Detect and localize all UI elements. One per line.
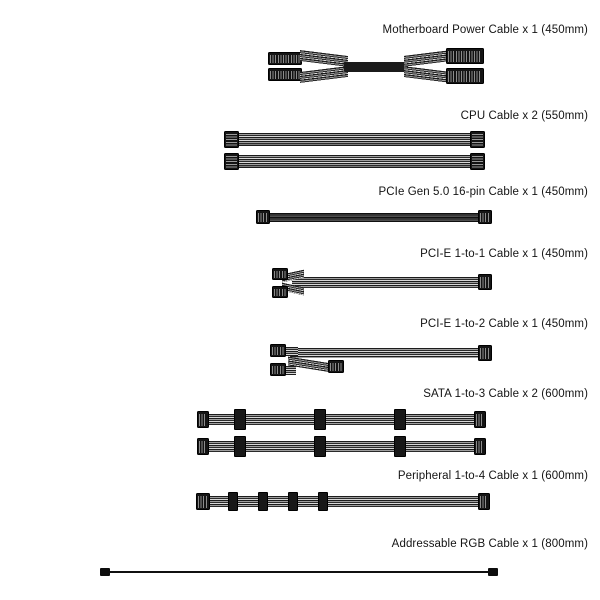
- connector-sata-2-drive-b: [314, 436, 326, 457]
- cable-label-pcie-gen5: PCIe Gen 5.0 16-pin Cable x 1 (450mm): [378, 186, 588, 198]
- connector-argb-left: [100, 568, 110, 576]
- connector-sata-2-drive-c: [394, 436, 406, 457]
- cable-label-sata: SATA 1-to-3 Cable x 2 (600mm): [423, 388, 588, 400]
- connector-peripheral-molex-c: [288, 492, 298, 511]
- cable-illustration-argb: [0, 560, 600, 586]
- wire-argb: [104, 571, 496, 573]
- cable-label-motherboard-power: Motherboard Power Cable x 1 (450mm): [382, 24, 588, 36]
- cable-illustration-pcie-gen5: [0, 208, 600, 234]
- connector-24pin-right-bottom: [446, 68, 484, 84]
- connector-peripheral-psu: [196, 493, 210, 510]
- cable-illustration-pcie-1-to-2: [0, 338, 600, 384]
- cable-group-argb: [0, 538, 600, 586]
- connector-pcie-1to1-head-a: [272, 268, 288, 280]
- sleeve-center: [344, 62, 408, 72]
- ribbon-pcie-gen5: [260, 213, 486, 222]
- connector-peripheral-molex-b: [258, 492, 268, 511]
- connector-sata-2-end: [197, 438, 209, 455]
- ribbon-cpu-1: [226, 133, 482, 146]
- cable-group-peripheral: [0, 470, 600, 524]
- connector-sata-2-drive-a: [234, 436, 246, 457]
- connector-pcie-1to2-psu-end: [478, 345, 492, 361]
- connector-sata-1-drive-b: [314, 409, 326, 430]
- cable-illustration-pcie-1-to-1: [0, 268, 600, 304]
- ribbon-peripheral: [200, 496, 486, 507]
- connector-sata-1-psu: [474, 411, 486, 428]
- connector-peripheral-end: [478, 493, 490, 510]
- ribbon-left-top: [300, 50, 348, 67]
- connector-24pin-right-top: [446, 48, 484, 64]
- connector-cpu-1-left: [224, 131, 239, 148]
- cable-group-motherboard-power: [0, 24, 600, 96]
- cable-illustration-peripheral: [0, 490, 600, 524]
- connector-cpu-1-right: [470, 131, 485, 148]
- connector-pcie-1to2-mid: [328, 360, 344, 373]
- cable-label-cpu: CPU Cable x 2 (550mm): [460, 110, 588, 122]
- ribbon-pcie-1to1: [292, 277, 488, 288]
- connector-peripheral-molex-d: [318, 492, 328, 511]
- connector-16pin-right: [478, 210, 492, 224]
- ribbon-left-bottom: [300, 66, 348, 83]
- connector-sata-2-psu: [474, 438, 486, 455]
- connector-24pin-left-top: [268, 52, 302, 65]
- connector-pcie-1to2-head-2: [270, 363, 286, 376]
- cable-group-pcie-1-to-1: [0, 248, 600, 304]
- connector-sata-1-drive-a: [234, 409, 246, 430]
- cable-label-pcie-1-to-1: PCI-E 1-to-1 Cable x 1 (450mm): [420, 248, 588, 260]
- cable-group-sata: [0, 388, 600, 464]
- cable-illustration-cpu: [0, 128, 600, 174]
- cable-illustration-sata: [0, 408, 600, 464]
- connector-sata-1-end: [197, 411, 209, 428]
- ribbon-right-top: [404, 50, 450, 67]
- cable-group-pcie-gen5: [0, 186, 600, 234]
- connector-16pin-left: [256, 210, 270, 224]
- connector-pcie-1to2-head-1: [270, 344, 286, 357]
- ribbon-cpu-2: [226, 155, 482, 168]
- connector-24pin-left-bottom: [268, 68, 302, 81]
- connector-cpu-2-right: [470, 153, 485, 170]
- cable-group-pcie-1-to-2: [0, 318, 600, 384]
- cable-label-peripheral: Peripheral 1-to-4 Cable x 1 (600mm): [397, 470, 588, 482]
- connector-pcie-1to1-head-b: [272, 286, 288, 298]
- cable-label-argb: Addressable RGB Cable x 1 (800mm): [391, 538, 588, 550]
- ribbon-right-bottom: [404, 66, 450, 83]
- connector-argb-right: [488, 568, 498, 576]
- cable-label-pcie-1-to-2: PCI-E 1-to-2 Cable x 1 (450mm): [420, 318, 588, 330]
- cable-group-cpu: [0, 110, 600, 170]
- ribbon-pcie-1to2-main: [290, 348, 488, 358]
- connector-pcie-1to1-psu-end: [478, 274, 492, 290]
- connector-sata-1-drive-c: [394, 409, 406, 430]
- cable-illustration-motherboard-power: [0, 44, 600, 96]
- connector-peripheral-molex-a: [228, 492, 238, 511]
- connector-cpu-2-left: [224, 153, 239, 170]
